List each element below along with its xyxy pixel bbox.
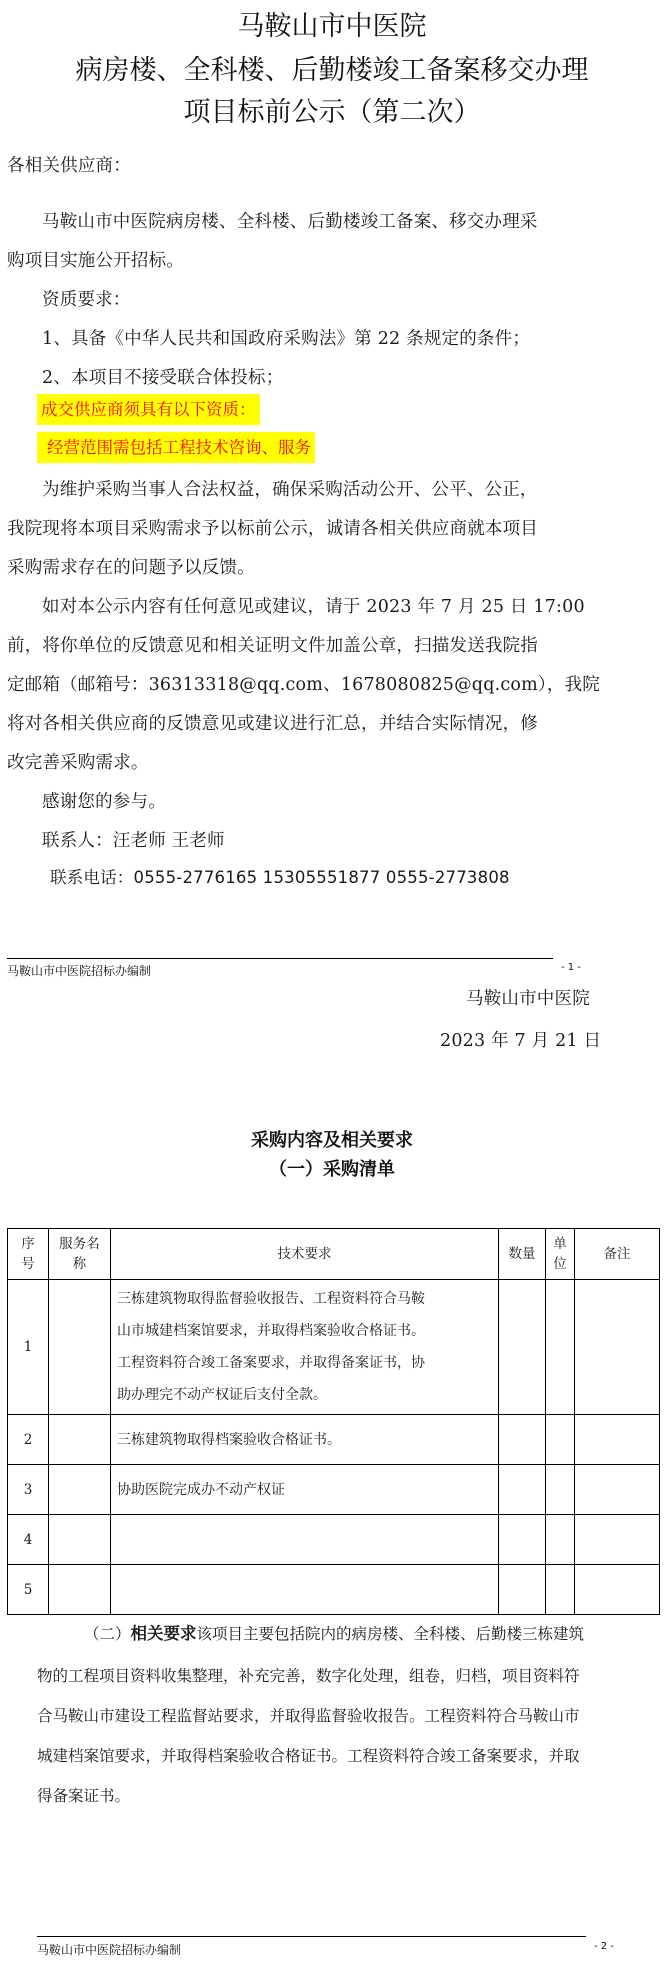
col-header-requirements: 技术要求 bbox=[111, 1229, 499, 1280]
body-line: 我院现将本项目采购需求予以标前公示，诚请各相关供应商就本项目 bbox=[7, 519, 538, 539]
body-line: 为维护采购当事人合法权益，确保采购活动公开、公平、公正， bbox=[42, 480, 538, 500]
table-row bbox=[8, 1565, 660, 1615]
req-line: 助办理完不动产权证后支付全款。 bbox=[117, 1387, 327, 1403]
table-row bbox=[8, 1415, 660, 1465]
cell-unit bbox=[546, 1465, 575, 1515]
requirements-text: 该项目主要包括院内的病房楼、全科楼、后勤楼三栋建筑 bbox=[196, 1625, 585, 1643]
requirements-prefix: （二） bbox=[84, 1625, 131, 1643]
cell-service bbox=[49, 1415, 111, 1465]
body-line: 采购需求存在的问题予以反馈。 bbox=[7, 558, 255, 578]
page-footer: 马鞍山市中医院招标办编制 bbox=[7, 964, 152, 978]
page-number: - 1 - bbox=[561, 962, 581, 973]
body-line: 将对各相关供应商的反馈意见或建议进行汇总，并结合实际情况，修 bbox=[7, 714, 538, 734]
req-line: 三栋建筑物取得监督验收报告、工程资料符合马鞍 bbox=[117, 1291, 425, 1307]
requirements-paragraph-line bbox=[84, 1620, 584, 1644]
cell-remarks bbox=[575, 1565, 660, 1615]
doc-title-line-2: 病房楼、全科楼、后勤楼竣工备案移交办理 bbox=[75, 55, 589, 86]
col-header-service: 服务名称 bbox=[49, 1229, 111, 1280]
body-line: 2、本项目不接受联合体投标； bbox=[42, 368, 284, 388]
col-header-remarks: 备注 bbox=[575, 1229, 660, 1280]
cell-quantity bbox=[499, 1565, 546, 1615]
cell-quantity bbox=[499, 1280, 546, 1415]
requirements-paragraph-line: 合马鞍山市建设工程监督站要求，并取得监督验收报告。工程资料符合马鞍山市 bbox=[37, 1707, 580, 1725]
requirements-title: 相关要求 bbox=[130, 1624, 197, 1643]
date: 2023 年 7 月 21 日 bbox=[440, 1031, 602, 1051]
table-row bbox=[8, 1280, 660, 1415]
page-footer: 马鞍山市中医院招标办编制 bbox=[37, 1943, 182, 1957]
cell-requirements bbox=[111, 1415, 499, 1465]
body-line: 改完善采购需求。 bbox=[7, 753, 149, 773]
cell-no: 1 bbox=[8, 1280, 49, 1415]
req-line: 三栋建筑物取得档案验收合格证书。 bbox=[117, 1431, 341, 1448]
signature: 马鞍山市中医院 bbox=[466, 989, 590, 1009]
cell-remarks bbox=[575, 1515, 660, 1565]
table-row bbox=[8, 1515, 660, 1565]
cell-requirements bbox=[111, 1515, 499, 1565]
body-line: 资质要求： bbox=[42, 290, 131, 310]
section-heading: 采购内容及相关要求 bbox=[251, 1130, 413, 1151]
page-number: - 2 - bbox=[594, 1941, 614, 1952]
cell-requirements bbox=[111, 1280, 499, 1415]
cell-no: 2 bbox=[8, 1415, 49, 1465]
cell-remarks bbox=[575, 1415, 660, 1465]
cell-requirements bbox=[111, 1465, 499, 1515]
cell-service bbox=[49, 1515, 111, 1565]
cell-remarks bbox=[575, 1465, 660, 1515]
req-line: 山市城建档案馆要求，并取得档案验收合格证书。 bbox=[117, 1323, 425, 1339]
body-line: 定邮箱（邮箱号：36313318@qq.com、1678080825@qq.com），我院 bbox=[7, 675, 600, 695]
cell-service bbox=[49, 1465, 111, 1515]
body-line: 感谢您的参与。 bbox=[42, 792, 166, 812]
cell-unit bbox=[546, 1415, 575, 1465]
requirements-paragraph-line: 城建档案馆要求，并取得档案验收合格证书。工程资料符合竣工备案要求，并取 bbox=[37, 1747, 580, 1765]
procurement-table bbox=[7, 1228, 660, 1615]
cell-unit bbox=[546, 1515, 575, 1565]
section-subheading: （一）采购清单 bbox=[269, 1159, 395, 1180]
cell-no: 3 bbox=[8, 1465, 49, 1515]
cell-service bbox=[49, 1280, 111, 1415]
col-header-unit: 单位 bbox=[546, 1229, 575, 1280]
table-header-row bbox=[8, 1229, 660, 1280]
doc-title-line-3: 项目标前公示（第二次） bbox=[183, 97, 481, 128]
contact-line: 联系人：汪老师 王老师 bbox=[42, 831, 225, 851]
salutation: 各相关供应商： bbox=[7, 156, 131, 176]
highlight-line: 经营范围需包括工程技术咨询、服务 bbox=[37, 432, 315, 463]
cell-quantity bbox=[499, 1415, 546, 1465]
body-line: 1、具备《中华人民共和国政府采购法》第 22 条规定的条件； bbox=[42, 329, 531, 349]
req-line: 协助医院完成办不动产权证 bbox=[117, 1481, 285, 1498]
cell-quantity bbox=[499, 1515, 546, 1565]
body-line: 前，将你单位的反馈意见和相关证明文件加盖公章，扫描发送我院指 bbox=[7, 636, 538, 656]
cell-no: 4 bbox=[8, 1515, 49, 1565]
cell-unit bbox=[546, 1280, 575, 1415]
body-line: 如对本公示内容有任何意见或建议，请于 2023 年 7 月 25 日 17:00 bbox=[42, 597, 585, 617]
cell-quantity bbox=[499, 1465, 546, 1515]
doc-title-line-1: 马鞍山市中医院 bbox=[237, 11, 427, 42]
cell-service bbox=[49, 1565, 111, 1615]
cell-no: 5 bbox=[8, 1565, 49, 1615]
requirements-paragraph-line: 得备案证书。 bbox=[37, 1787, 131, 1805]
col-header-no: 序号 bbox=[8, 1229, 49, 1280]
body-line: 马鞍山市中医院病房楼、全科楼、后勤楼竣工备案、移交办理采 bbox=[42, 212, 538, 232]
table-row bbox=[8, 1465, 660, 1515]
phone-line: 联系电话：0555-2776165 15305551877 0555-2773808 bbox=[50, 868, 510, 887]
body-line: 购项目实施公开招标。 bbox=[7, 251, 184, 271]
req-line: 工程资料符合竣工备案要求，并取得备案证书，协 bbox=[117, 1355, 425, 1371]
cell-requirements bbox=[111, 1565, 499, 1615]
footer-rule bbox=[37, 1936, 586, 1937]
footer-rule bbox=[7, 958, 553, 959]
requirements-paragraph-line: 物的工程项目资料收集整理，补充完善，数字化处理，组卷，归档，项目资料符 bbox=[37, 1667, 580, 1685]
cell-remarks bbox=[575, 1280, 660, 1415]
cell-unit bbox=[546, 1565, 575, 1615]
highlight-line: 成交供应商须具有以下资质： bbox=[37, 394, 260, 425]
col-header-quantity: 数量 bbox=[499, 1229, 546, 1280]
